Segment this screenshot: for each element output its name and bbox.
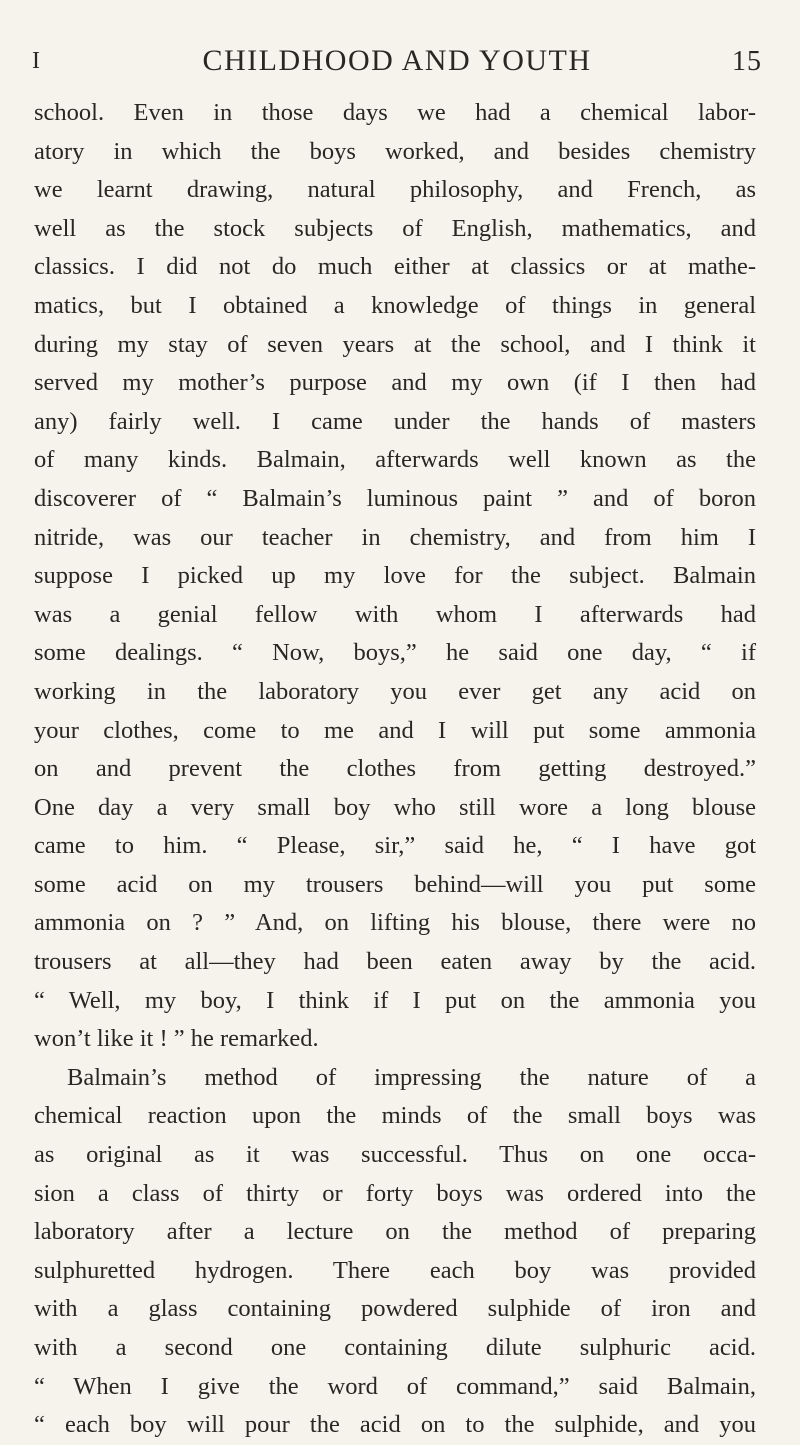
text-line: was a genial fellow with whom I afterwards had [34, 600, 756, 628]
text-line: we learnt drawing, natural philosophy, and French, as [34, 176, 756, 204]
text-line: some acid on my trousers behind—will you put some [34, 870, 756, 898]
page-number: 15 [732, 46, 762, 77]
text-line: with a glass containing powdered sulphide of iron and [34, 1295, 756, 1323]
text-line: your clothes, come to me and I will put some ammonia [34, 716, 756, 744]
text-line: chemical reaction upon the minds of the small boys was [34, 1102, 756, 1130]
text-line: One day a very small boy who still wore a long blouse [34, 793, 756, 821]
text-line: matics, but I obtained a knowledge of things in general [34, 291, 756, 319]
text-line: during my stay of seven years at the school, and I think it [34, 330, 756, 358]
text-line: classics. I did not do much either at classics or at mathe- [34, 253, 756, 281]
running-header [32, 44, 762, 84]
text-line: on and prevent the clothes from getting destroyed.” [34, 755, 756, 783]
text-line: some dealings. “ Now, boys,” he said one day, “ if [34, 639, 756, 667]
text-line: as original as it was successful. Thus on one occa- [34, 1141, 756, 1169]
text-line: came to him. “ Please, sir,” said he, “ I have got [34, 832, 756, 860]
paragraph-start-line: Balmain’s method of impressing the nature of a [67, 1063, 756, 1091]
text-line: working in the laboratory you ever get any acid on [34, 677, 756, 705]
text-line: laboratory after a lecture on the method of preparing [34, 1218, 756, 1246]
text-line: trousers at all—they had been eaten away by the acid. [34, 948, 756, 976]
running-title: CHILDHOOD AND YOUTH [202, 44, 592, 77]
body-text [34, 94, 756, 1445]
text-line: suppose I picked up my love for the subject. Balmain [34, 562, 756, 590]
text-line: well as the stock subjects of English, mathematics, and [34, 214, 756, 242]
text-line: sulphuretted hydrogen. There each boy was provided [34, 1256, 756, 1284]
text-line: nitride, was our teacher in chemistry, and from him I [34, 523, 756, 551]
text-line: school. Even in those days we had a chemical labor- [34, 99, 756, 126]
chapter-number: I [32, 48, 41, 74]
text-line: “ each boy will pour the acid on to the sulphide, and you [34, 1411, 756, 1439]
text-line: sion a class of thirty or forty boys was ordered into the [34, 1179, 756, 1207]
text-line: “ Well, my boy, I think if I put on the ammonia you [34, 986, 756, 1014]
text-line: atory in which the boys worked, and besides chemistry [34, 137, 756, 165]
text-line: won’t like it ! ” he remarked. [34, 1025, 319, 1053]
text-line: with a second one containing dilute sulphuric acid. [34, 1334, 756, 1361]
text-line: of many kinds. Balmain, afterwards well known as the [34, 446, 756, 474]
text-line: served my mother’s purpose and my own (if I then had [34, 369, 756, 397]
text-line: ammonia on ? ” And, on lifting his blouse, there were no [34, 909, 756, 937]
text-line: any) fairly well. I came under the hands of masters [34, 407, 756, 435]
text-line: discoverer of “ Balmain’s luminous paint ” and of boron [34, 484, 756, 512]
text-line: “ When I give the word of command,” said Balmain, [34, 1372, 756, 1400]
